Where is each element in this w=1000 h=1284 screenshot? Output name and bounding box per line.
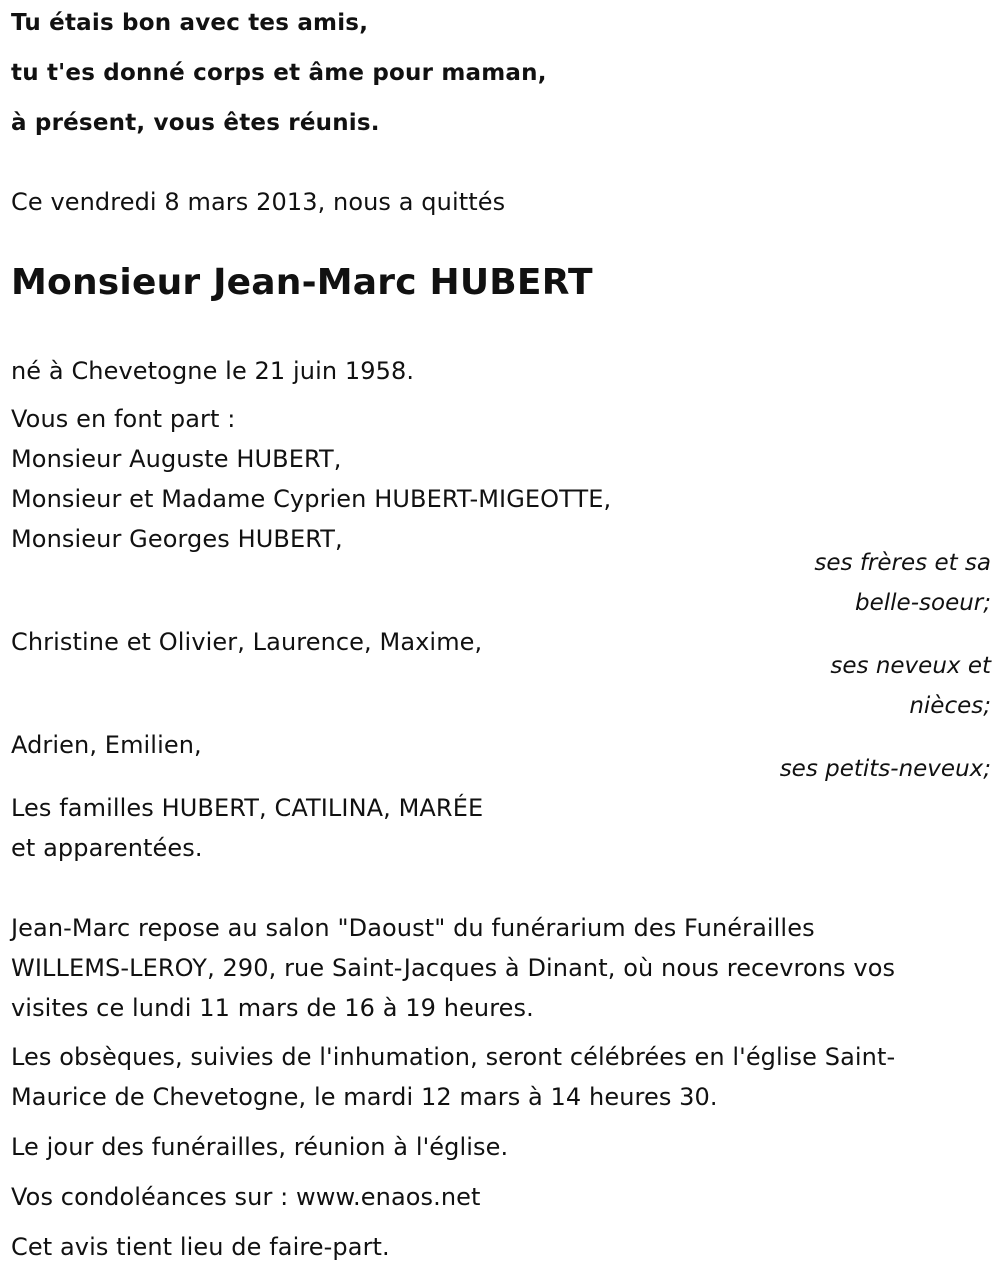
meeting-text: Le jour des funérailles, réunion à l'église. <box>11 1133 509 1161</box>
families-line-1: Les familles HUBERT, CATILINA, MARÉE <box>11 794 484 822</box>
siblings-relation-line-1: ses frères et sa <box>814 550 991 576</box>
nephews-relation-line-1: ses neveux et <box>830 653 991 679</box>
families-line-2: et apparentées. <box>11 834 203 862</box>
sibling-line-1: Monsieur Auguste HUBERT, <box>11 445 342 473</box>
deceased-name: Monsieur Jean-Marc HUBERT <box>11 262 593 303</box>
grandnephews-relation: ses petits-neveux; <box>779 756 991 782</box>
poem-line-2: tu t'es donné corps et âme pour maman, <box>11 60 547 86</box>
rest-line-2: WILLEMS-LEROY, 290, rue Saint-Jacques à Dinant, où nous recevrons vos <box>11 954 896 982</box>
funeral-line-1: Les obsèques, suivies de l'inhumation, seront célébrées en l'église Saint- <box>11 1043 896 1071</box>
rest-line-1: Jean-Marc repose au salon "Daoust" du funérarium des Funérailles <box>11 914 815 942</box>
grandnephews-text: Adrien, Emilien, <box>11 731 202 759</box>
poem-line-1: Tu étais bon avec tes amis, <box>11 10 369 36</box>
nephews-relation-line-2: nièces; <box>909 693 991 719</box>
sibling-line-3: Monsieur Georges HUBERT, <box>11 525 343 553</box>
siblings-relation-line-2: belle-soeur; <box>855 590 991 616</box>
rest-line-3: visites ce lundi 11 mars de 16 à 19 heures. <box>11 994 534 1022</box>
sibling-line-2: Monsieur et Madame Cyprien HUBERT-MIGEOTTE, <box>11 485 612 513</box>
notice-text: Cet avis tient lieu de faire-part. <box>11 1233 390 1261</box>
funeral-line-2: Maurice de Chevetogne, le mardi 12 mars à 14 heures 30. <box>11 1083 718 1111</box>
announce-text: Vous en font part : <box>11 405 236 433</box>
poem-line-3: à présent, vous êtes réunis. <box>11 110 380 136</box>
birth-text: né à Chevetogne le 21 juin 1958. <box>11 357 415 385</box>
nephews-text: Christine et Olivier, Laurence, Maxime, <box>11 628 483 656</box>
condolences-text: Vos condoléances sur : www.enaos.net <box>11 1183 481 1211</box>
intro-text: Ce vendredi 8 mars 2013, nous a quittés <box>11 188 506 216</box>
obituary-notice <box>11 0 991 1284</box>
